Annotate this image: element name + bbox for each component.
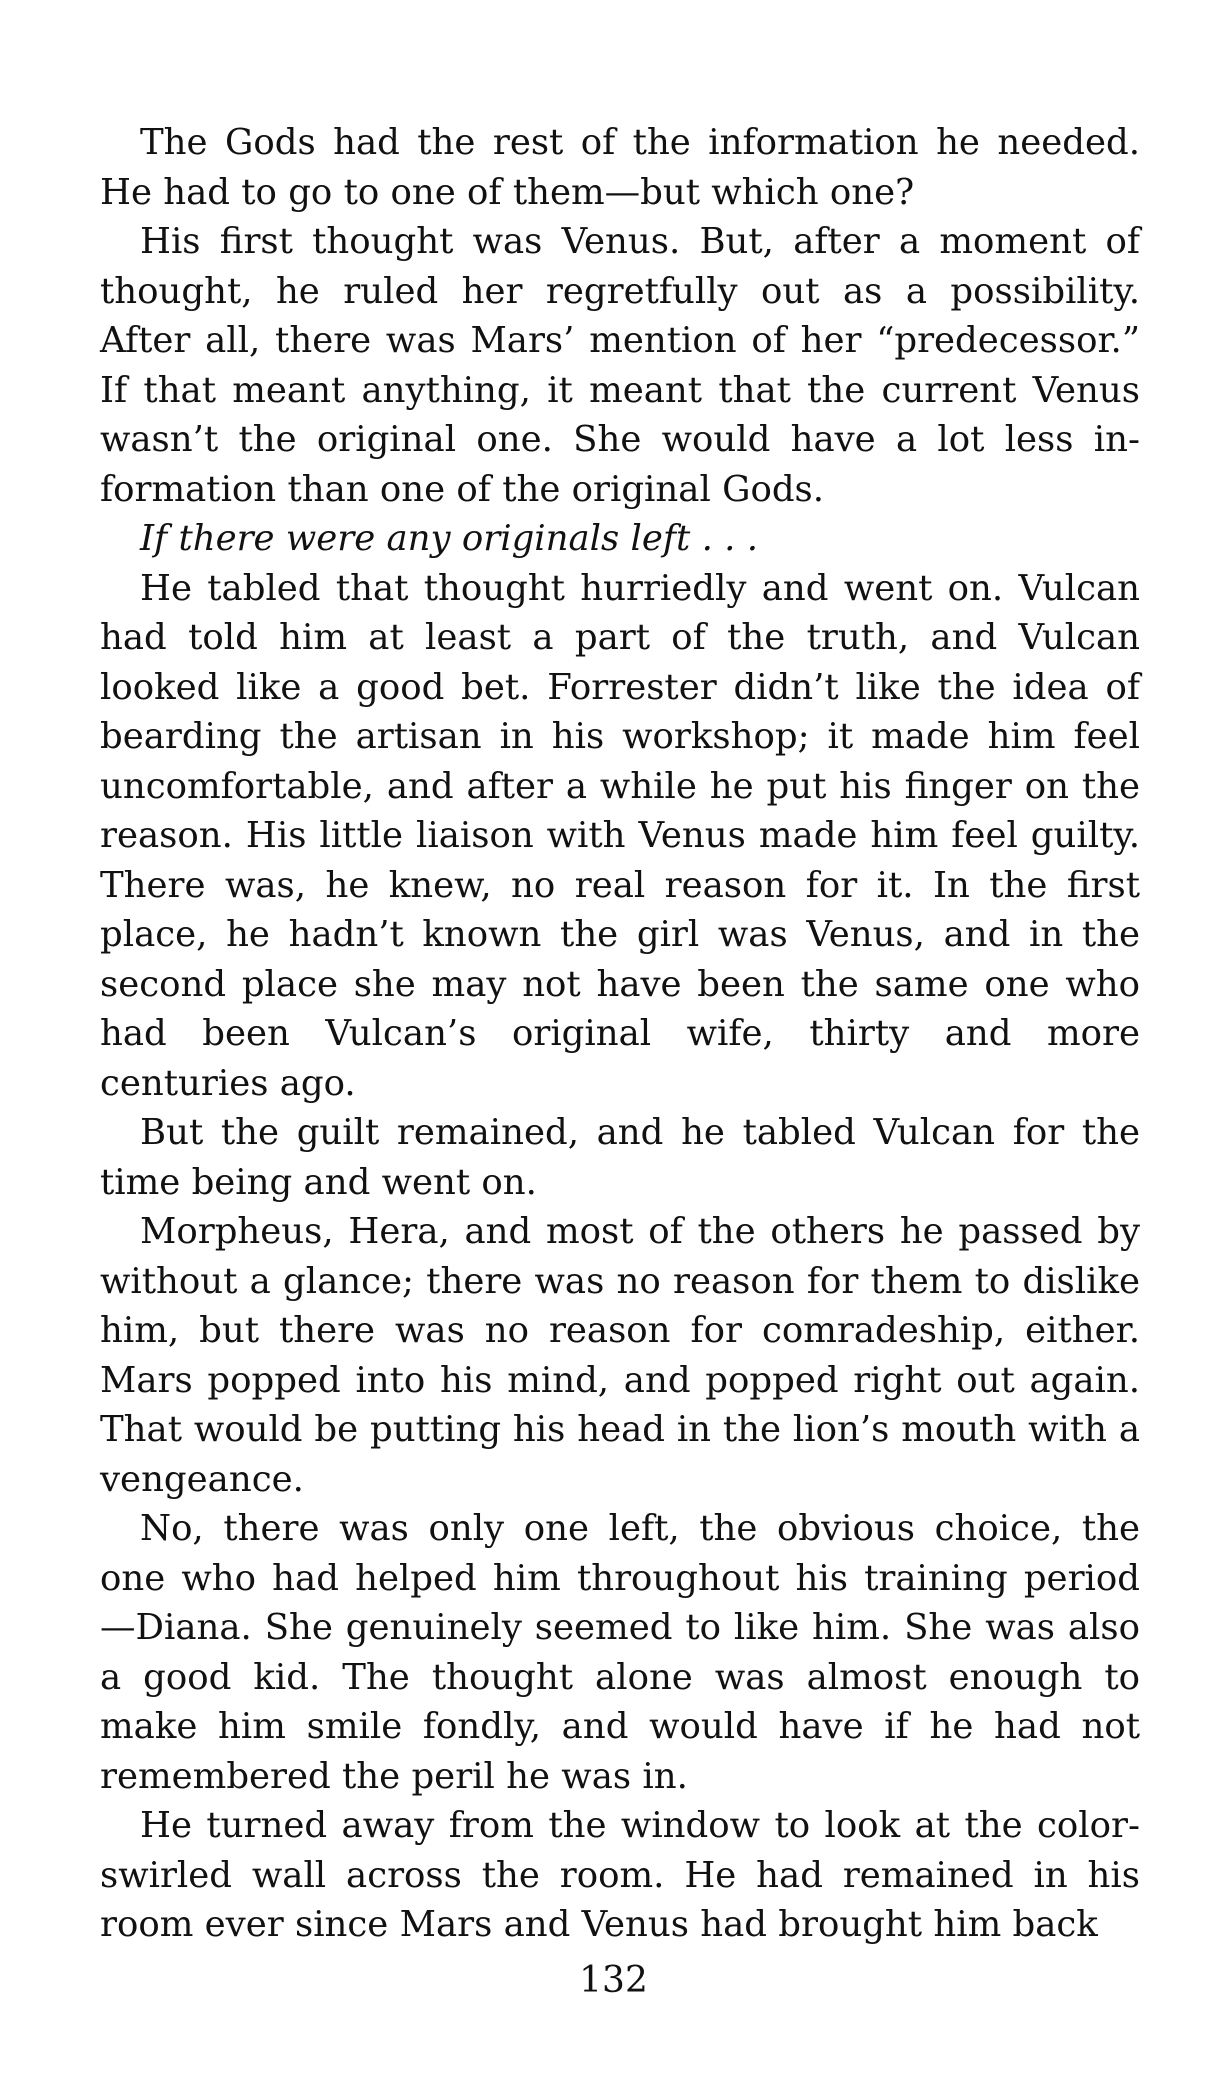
paragraph-3-italic: If there were any originals left . . . xyxy=(140,518,759,559)
paragraph-2: His first thought was Venus. But, after a moment of thought, he ruled her regretfully out as a possibility. After all, there was Mars’ mention of her “predecessor.” If that meant anything, it meant that the current Venus wasn’t the original one. She would have a lot less information than one of the original Gods. xyxy=(100,221,1140,510)
page-number: 132 xyxy=(579,1960,648,2001)
paragraph-1: The Gods had the rest of the information he needed. He had to go to one of them—but which one? xyxy=(100,122,1140,213)
paragraph-6: Morpheus, Hera, and most of the others he passed by without a glance; there was no reason for them to dislike him, but there was no reason for comradeship, either. Mars popped into his mind, and popped right out again. That would be putting his head in the lion’s mouth with a vengeance. xyxy=(100,1211,1140,1500)
paragraph-8: He turned away from the window to look at the colorswirled wall across the room. He had remained in his room ever since Mars and Venus had brought him back xyxy=(100,1805,1140,1945)
body-text xyxy=(100,118,1140,1950)
paragraph-7: No, there was only one left, the obvious choice, the one who had helped him throughout his training period —Diana. She genuinely seemed to like him. She was also a good kid. The thought alone was almost enough to make him smile fondly, and would have if he had not remembered the peril he was in. xyxy=(100,1508,1140,1797)
paragraph-4: He tabled that thought hurriedly and went on. Vulcan had told him at least a part of the truth, and Vulcan looked like a good bet. Forrester didn’t like the idea of bearding the artisan in his workshop; it made him feel uncomfortable, and after a while he put his finger on the reason. His little liaison with Venus made him feel guilty. There was, he knew, no real reason for it. In the first place, he hadn’t known the girl was Venus, and in the second place she may not have been the same one who had been Vulcan’s original wife, thirty and more centuries ago. xyxy=(100,567,1140,1104)
paragraph-5: But the guilt remained, and he tabled Vulcan for the time being and went on. xyxy=(100,1112,1140,1203)
